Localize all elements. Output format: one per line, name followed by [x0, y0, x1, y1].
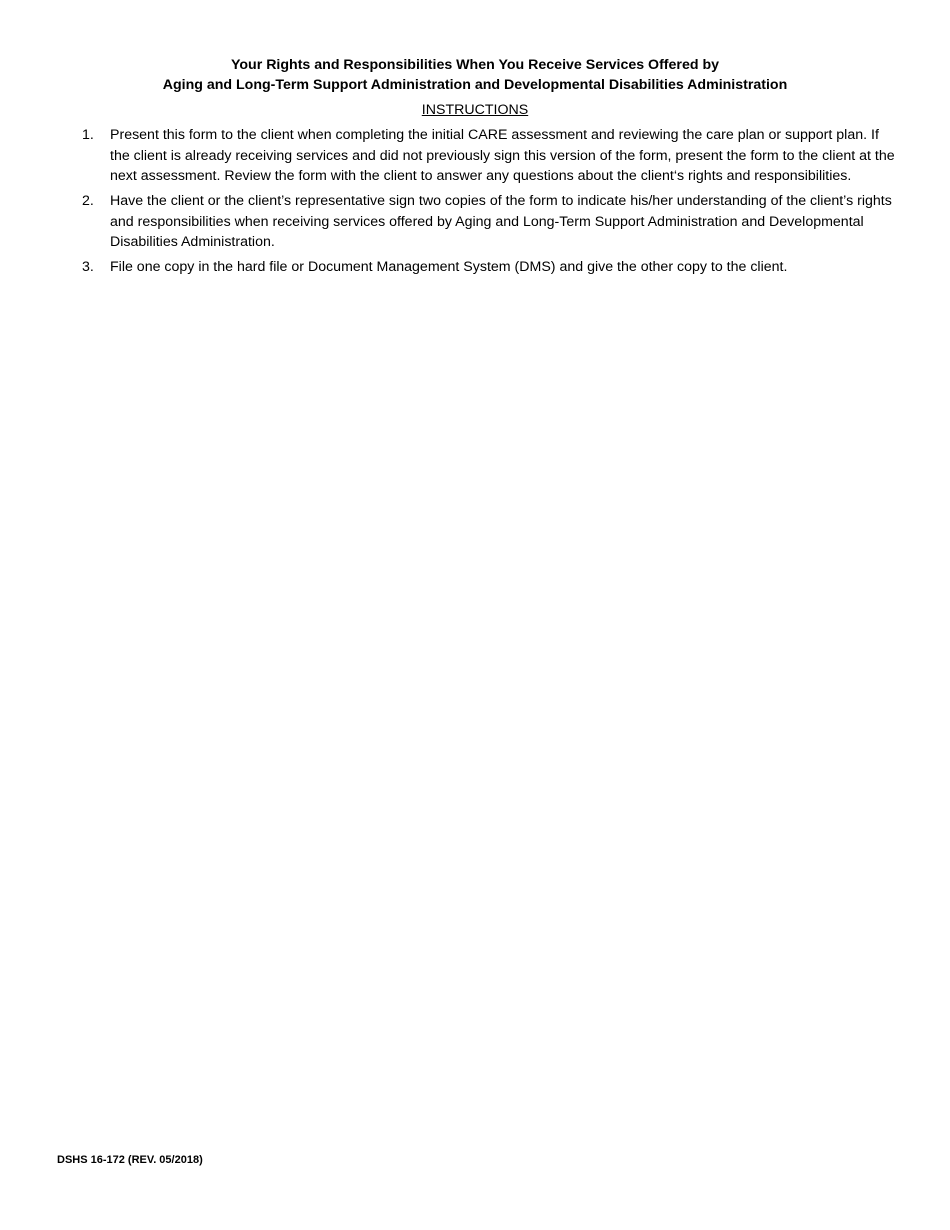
title-line-2: Aging and Long-Term Support Administration and Developmental Disabilities Administration — [162, 77, 788, 93]
instructions-heading: INSTRUCTIONS — [421, 102, 529, 118]
instruction-step-2 — [82, 191, 902, 253]
document-title — [60, 55, 890, 95]
step-number: 3. — [82, 259, 94, 275]
step-text: Have the client or the client’s representative sign two copies of the form to indicate his/her understanding of the client’s rights and responsibilities when receiving services offered by Aging and Long-Term Support Administration and Developmental Disabilities Administration. — [110, 193, 892, 250]
title-line-1: Your Rights and Responsibilities When You Receive Services Offered by — [230, 57, 720, 73]
step-text: File one copy in the hard file or Document Management System (DMS) and give the other copy to the client. — [110, 259, 788, 275]
instruction-step-1 — [82, 125, 902, 187]
form-id-footer: DSHS 16-172 (REV. 05/2018) — [57, 1154, 203, 1166]
step-number: 1. — [82, 127, 94, 143]
step-number: 2. — [82, 193, 94, 209]
step-text: Present this form to the client when completing the initial CARE assessment and reviewing the care plan or support plan. If the client is already receiving services and did not previously sign this version of the form, present the form to the client at the next assessment. Review the form with the client to answer any questions about the client‘s rights and responsibilities. — [110, 127, 895, 184]
instruction-step-3 — [82, 257, 902, 278]
instruction-list — [82, 125, 902, 282]
